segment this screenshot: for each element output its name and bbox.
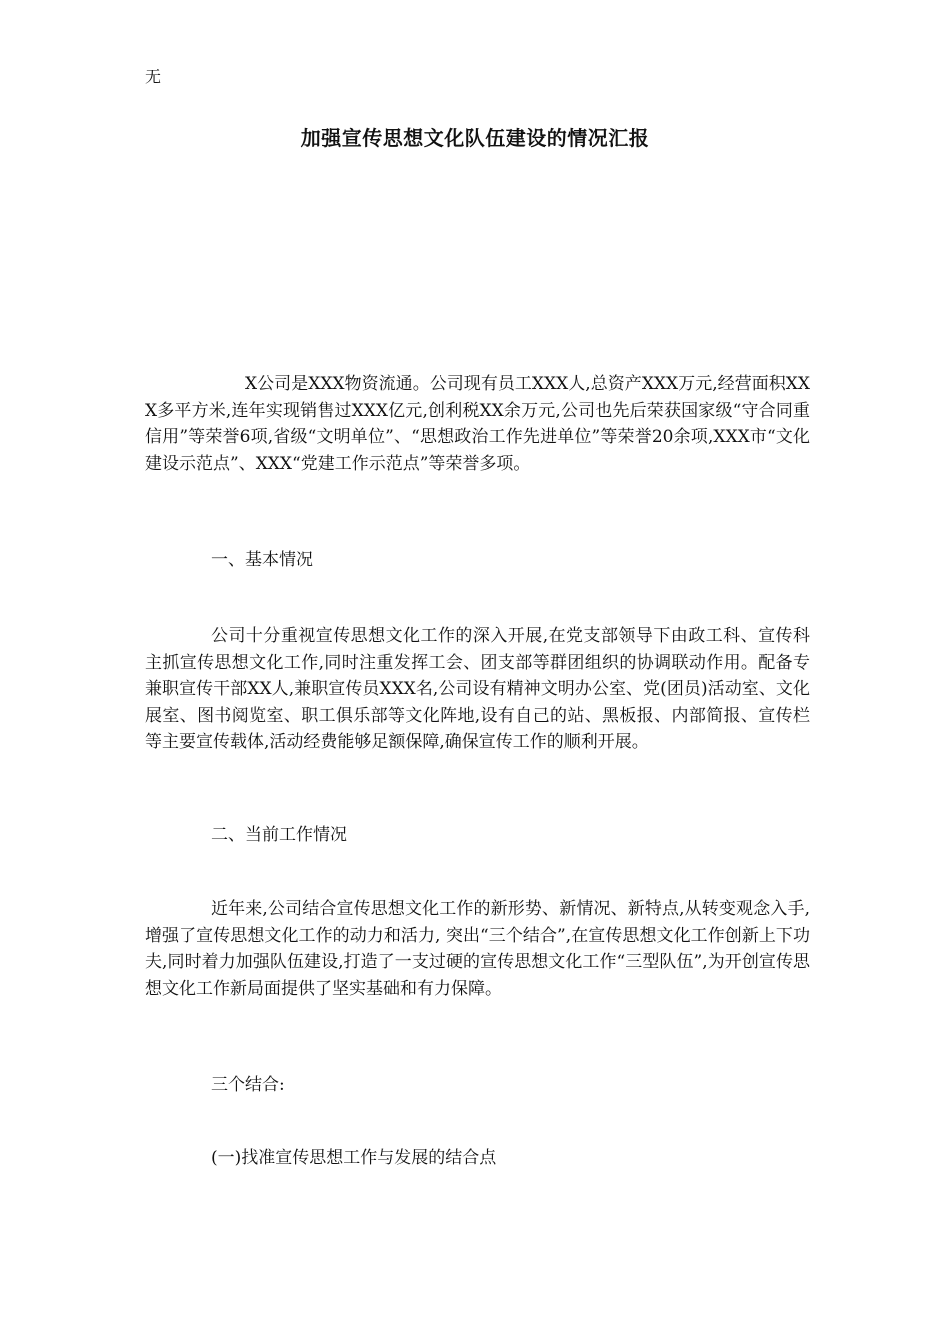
section-body-basic-situation: 公司十分重视宣传思想文化工作的深入开展,在党支部领导下由政工科、宣传科主抓宣传思想文化工作,同时注重发挥工会、团支部等群团组织的协调联动作用。配备专兼职宣传干部XX人,兼职宣传员XXX名,公司设有精神文明办公室、党(团员)活动室、文化展室、图书阅览室、职工俱乐部等文化阵地,设有自己的站、黑板报、内部简报、宣传栏等主要宣传载体,活动经费能够足额保障,确保宣传工作的顺利开展。 [145, 626, 810, 752]
document-title: 加强宣传思想文化队伍建设的情况汇报 [300, 126, 650, 150]
heading-three-combinations: 三个结合: [211, 1075, 285, 1095]
intro-paragraph: X公司是XXX物资流通。公司现有员工XXX人,总资产XXX万元,经营面积XXX多平方米,连年实现销售过XXX亿元,创利税XX余万元,公司也先后荣获国家级“守合同重信用”等荣誉6项,省级“文明单位”、“思想政治工作先进单位”等荣誉20余项,XXX市“文化建设示范点”、XXX“党建工作示范点”等荣誉多项。 [145, 374, 810, 474]
section-heading-current-work: 二、当前工作情况 [211, 825, 347, 845]
sub-item-heading-1: (一)找准宣传思想工作与发展的结合点 [211, 1148, 497, 1168]
header-mark: 无 [145, 67, 162, 86]
section-body-current-work: 近年来,公司结合宣传思想文化工作的新形势、新情况、新特点,从转变观念入手,增强了宣传思想文化工作的动力和活力, 突出“三个结合”,在宣传思想文化工作创新上下功夫,同时着力加强队伍建设,打造了一支过硬的宣传思想文化工作“三型队伍”,为开创宣传思想文化工作新局面提供了坚实基础和有力保障。 [145, 899, 810, 999]
section-heading-basic-situation: 一、基本情况 [211, 550, 313, 570]
